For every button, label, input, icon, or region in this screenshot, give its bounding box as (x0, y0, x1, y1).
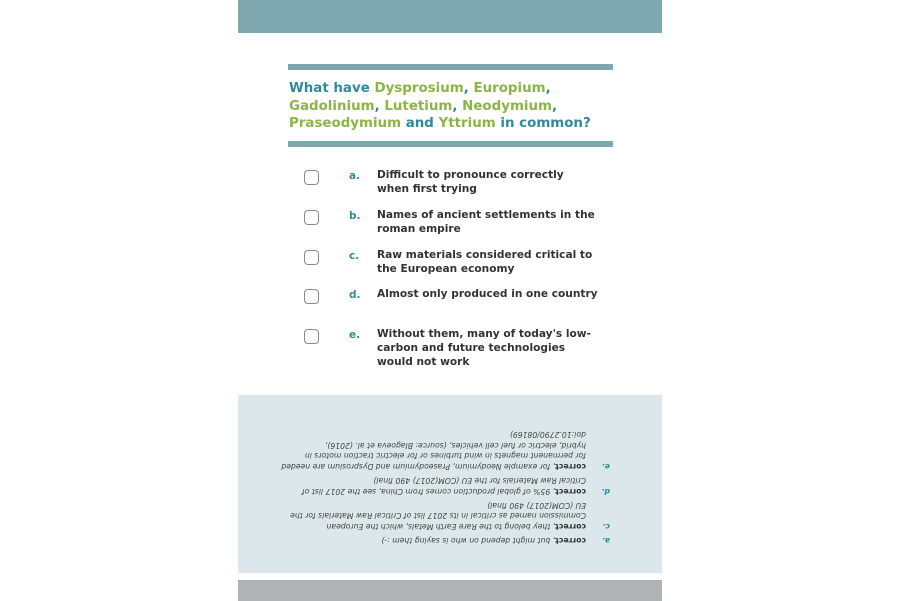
answer-text: , for example Neodymium, Praseodymium and Dysprosium are needed for permanent magnets in wind turbines or for electric traction motors in hybrid, electric or fuel cell vehicles, (source: Blagoeva et al. (2016), doi:10.2790/08169) (281, 429, 586, 472)
checkbox-a[interactable] (304, 170, 319, 185)
option-text: Names of ancient settlements in the roman empire (377, 209, 595, 235)
option-text: Raw materials considered critical to the European economy (377, 249, 593, 275)
option-text: Almost only produced in one country (377, 288, 598, 300)
option-letter: d. (349, 289, 361, 301)
answer-text: , but might depend on who is saying them :-) (381, 536, 556, 545)
answer-letter: d. (601, 486, 610, 496)
answer-lead: correct (555, 522, 586, 532)
element-europium: Europium (473, 81, 546, 96)
question-sep: , (551, 98, 558, 114)
checkbox-b[interactable] (304, 210, 319, 225)
checkbox-c[interactable] (304, 250, 319, 265)
answer-text: , they belong to the Rare Earth Metals, which the European Commission named as critical in its 2017 list of Critical Raw Materials for the EU (COM(2017) 490 final) (290, 500, 586, 532)
question-sep: , (374, 98, 385, 114)
answer-text: , 95% of global production comes from China, see the 2017 list of Critical Raw Materials for the EU (COM(2017) 490 final) (302, 476, 586, 496)
option-letter: c. (349, 250, 360, 262)
answer-lead: correct (555, 486, 586, 496)
top-rule (288, 64, 613, 70)
checkbox-e[interactable] (304, 329, 319, 344)
option-text: Difficult to pronounce correctly when first trying (377, 169, 564, 195)
answer-e (280, 428, 610, 471)
answer-d (280, 474, 610, 496)
footer-band (238, 580, 662, 601)
answers-panel (238, 395, 662, 573)
checkbox-d[interactable] (304, 289, 319, 304)
question-sep: , (463, 81, 474, 96)
question-sep: , (545, 81, 551, 96)
answer-letter: c. (602, 522, 610, 532)
option-letter: e. (349, 329, 361, 341)
question-text: and (401, 116, 439, 132)
answer-c (280, 499, 610, 531)
upside-down-answers (238, 395, 662, 573)
answer-letter: e. (601, 462, 610, 472)
element-neodymium: Neodymium (462, 98, 552, 114)
option-letter: a. (349, 170, 361, 182)
header-band (238, 0, 662, 33)
answer-key (280, 425, 610, 545)
answer-letter: a. (601, 536, 610, 545)
answer-lead: correct (555, 462, 586, 472)
element-lutetium: Lutetium (384, 98, 453, 114)
answer-a (280, 534, 610, 545)
answer-lead: correct (555, 536, 586, 545)
element-gadolinium: Gadolinium (289, 98, 375, 114)
bottom-rule (288, 141, 613, 147)
option-text: Without them, many of today's low-carbon and future technologies would not work (377, 328, 591, 368)
question-text: What have (289, 81, 375, 96)
question-title (289, 80, 619, 133)
option-letter: b. (349, 210, 361, 222)
element-praseodymium: Praseodymium (289, 116, 402, 132)
quiz-card (238, 0, 662, 601)
element-yttrium: Yttrium (438, 116, 496, 132)
question-sep: , (452, 98, 463, 114)
element-dysprosium: Dysprosium (374, 81, 464, 96)
question-text: in common? (495, 116, 591, 132)
